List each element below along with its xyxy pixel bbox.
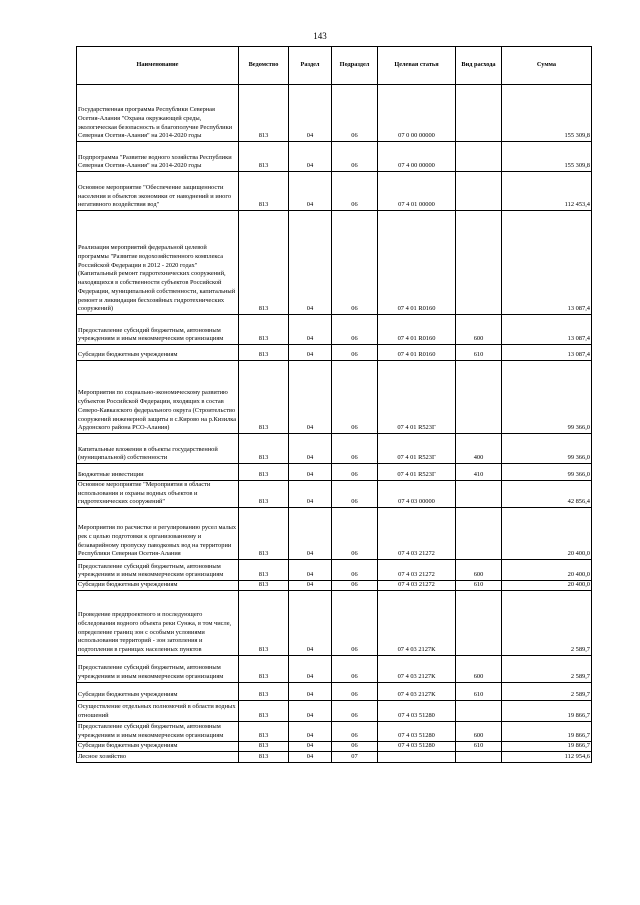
row-name: Проведение предпроектного и последующего обследования водного объекта реки Сунжа, в том числе, определение границ зон с особыми условиями использования территорий - зон затопления и подтопления в границах населенных пунктов (77, 590, 239, 655)
row-section: 04 (289, 560, 332, 581)
row-target-article: 07 4 01 R523Г (378, 361, 456, 434)
row-target-article (378, 751, 456, 762)
row-expense-type: 600 (456, 315, 502, 345)
row-sum: 19 866,7 (502, 721, 592, 741)
row-sum: 13 087,4 (502, 211, 592, 315)
table-row (77, 590, 592, 655)
row-subsection: 06 (332, 655, 378, 682)
row-department: 813 (239, 345, 289, 361)
row-sum: 2 589,7 (502, 682, 592, 700)
header-subsection: Подраздел (332, 47, 378, 85)
row-target-article: 07 4 03 51280 (378, 700, 456, 721)
row-name: Предоставление субсидий бюджетным, автономным учреждениям и иным некоммерческим организациям (77, 721, 239, 741)
table-row (77, 581, 592, 591)
row-section: 04 (289, 655, 332, 682)
row-sum: 112 453,4 (502, 172, 592, 211)
row-department: 813 (239, 361, 289, 434)
row-department: 813 (239, 464, 289, 481)
row-sum: 20 400,0 (502, 508, 592, 560)
row-sum: 155 309,8 (502, 142, 592, 172)
row-expense-type: 400 (456, 434, 502, 464)
row-subsection: 06 (332, 560, 378, 581)
row-name: Осуществление отдельных полномочий в области водных отношений (77, 700, 239, 721)
row-sum: 99 366,0 (502, 361, 592, 434)
row-name: Мероприятия по социально-экономическому развитию субъектов Российской Федерации, входящих в состав Северо-Кавказского федерального округа (Строительство сооружений инженерной защиты в с.Кирово на р.Кизилка Ардонского района РСО-Алания) (77, 361, 239, 434)
row-department: 813 (239, 85, 289, 142)
row-sum: 13 087,4 (502, 315, 592, 345)
row-target-article: 07 4 03 21272 (378, 581, 456, 591)
row-expense-type: 410 (456, 464, 502, 481)
header-sum: Сумма (502, 47, 592, 85)
header-expense-type: Вид расхода (456, 47, 502, 85)
row-subsection: 06 (332, 741, 378, 751)
row-department: 813 (239, 741, 289, 751)
row-name: Капитальные вложения в объекты государственной (муниципальной) собственности (77, 434, 239, 464)
row-expense-type: 610 (456, 682, 502, 700)
row-sum: 155 309,8 (502, 85, 592, 142)
row-department: 813 (239, 434, 289, 464)
row-department: 813 (239, 700, 289, 721)
table-row (77, 721, 592, 741)
row-sum: 20 400,0 (502, 581, 592, 591)
row-expense-type (456, 172, 502, 211)
row-target-article: 07 4 03 21272 (378, 508, 456, 560)
table-row (77, 345, 592, 361)
row-section: 04 (289, 508, 332, 560)
row-name: Основное мероприятие "Мероприятия в области использования и охраны водных объектов и гидротехнических сооружений" (77, 481, 239, 508)
header-target-article: Целевая статья (378, 47, 456, 85)
row-sum: 112 954,6 (502, 751, 592, 762)
row-name: Субсидии бюджетным учреждениям (77, 345, 239, 361)
header-section: Раздел (289, 47, 332, 85)
table-row (77, 741, 592, 751)
row-target-article: 07 4 00 00000 (378, 142, 456, 172)
row-expense-type (456, 85, 502, 142)
row-expense-type (456, 751, 502, 762)
row-name: Субсидии бюджетным учреждениям (77, 581, 239, 591)
row-department: 813 (239, 721, 289, 741)
row-target-article: 07 4 01 R0160 (378, 211, 456, 315)
row-sum: 2 589,7 (502, 590, 592, 655)
row-subsection: 06 (332, 721, 378, 741)
row-section: 04 (289, 751, 332, 762)
row-subsection: 06 (332, 345, 378, 361)
row-expense-type: 600 (456, 560, 502, 581)
row-sum: 99 366,0 (502, 434, 592, 464)
row-section: 04 (289, 741, 332, 751)
row-target-article: 07 4 03 21272 (378, 560, 456, 581)
table-row (77, 682, 592, 700)
row-department: 813 (239, 172, 289, 211)
table-row (77, 560, 592, 581)
row-subsection: 06 (332, 481, 378, 508)
row-expense-type (456, 700, 502, 721)
row-section: 04 (289, 345, 332, 361)
row-section: 04 (289, 682, 332, 700)
row-expense-type (456, 361, 502, 434)
row-subsection: 06 (332, 590, 378, 655)
header-name: Наименование (77, 47, 239, 85)
row-section: 04 (289, 315, 332, 345)
table-row (77, 481, 592, 508)
row-department: 813 (239, 142, 289, 172)
row-section: 04 (289, 464, 332, 481)
row-name: Бюджетные инвестиции (77, 464, 239, 481)
row-department: 813 (239, 751, 289, 762)
row-section: 04 (289, 85, 332, 142)
row-expense-type (456, 590, 502, 655)
row-sum: 2 589,7 (502, 655, 592, 682)
row-section: 04 (289, 481, 332, 508)
row-name: Основное мероприятие "Обеспечение защищенности населения и объектов экономики от наводнений и иного негативного воздействия вод" (77, 172, 239, 211)
row-subsection: 06 (332, 581, 378, 591)
row-target-article: 07 4 03 00000 (378, 481, 456, 508)
table-row (77, 751, 592, 762)
row-sum: 42 856,4 (502, 481, 592, 508)
row-expense-type: 610 (456, 741, 502, 751)
row-department: 813 (239, 655, 289, 682)
row-name: Подпрограмма "Развитие водного хозяйства Республики Северная Осетия-Алания" на 2014-2020 годы (77, 142, 239, 172)
row-name: Предоставление субсидий бюджетным, автономным учреждениям и иным некоммерческим организациям (77, 655, 239, 682)
table-row (77, 172, 592, 211)
row-target-article: 07 4 01 R523Г (378, 464, 456, 481)
row-name: Лесное хозяйство (77, 751, 239, 762)
table-row (77, 655, 592, 682)
row-section: 04 (289, 172, 332, 211)
row-expense-type: 610 (456, 345, 502, 361)
row-section: 04 (289, 211, 332, 315)
table-row (77, 700, 592, 721)
row-section: 04 (289, 721, 332, 741)
table-row (77, 361, 592, 434)
row-expense-type: 600 (456, 721, 502, 741)
table-header-row (77, 47, 592, 85)
row-subsection: 06 (332, 142, 378, 172)
row-name: Субсидии бюджетным учреждениям (77, 741, 239, 751)
row-sum: 99 366,0 (502, 464, 592, 481)
row-sum: 13 087,4 (502, 345, 592, 361)
row-sum: 19 866,7 (502, 741, 592, 751)
row-section: 04 (289, 142, 332, 172)
row-name: Государственная программа Республики Северная Осетия-Алания "Охрана окружающей среды, экологическая безопасность и благополучие Республики Северная Осетия-Алания" на 2014-2020 годы (77, 85, 239, 142)
row-department: 813 (239, 581, 289, 591)
row-section: 04 (289, 590, 332, 655)
row-target-article: 07 4 01 00000 (378, 172, 456, 211)
row-target-article: 07 4 03 51280 (378, 741, 456, 751)
row-target-article: 07 4 03 51280 (378, 721, 456, 741)
row-subsection: 06 (332, 315, 378, 345)
row-subsection: 06 (332, 508, 378, 560)
row-subsection: 06 (332, 464, 378, 481)
row-subsection: 06 (332, 434, 378, 464)
row-subsection: 06 (332, 682, 378, 700)
row-name: Предоставление субсидий бюджетным, автономным учреждениям и иным некоммерческим организациям (77, 315, 239, 345)
row-expense-type: 600 (456, 655, 502, 682)
row-subsection: 06 (332, 700, 378, 721)
row-name: Мероприятия по расчистке и регулированию русел малых рек с целью подготовки к организованному и безаварийному пропуску паводковых вод на территории Республики Северная Осетия-Алания (77, 508, 239, 560)
row-section: 04 (289, 361, 332, 434)
row-target-article: 07 4 03 2127К (378, 655, 456, 682)
row-name: Предоставление субсидий бюджетным, автономным учреждениям и иным некоммерческим организациям (77, 560, 239, 581)
row-sum: 19 866,7 (502, 700, 592, 721)
table-row (77, 142, 592, 172)
row-target-article: 07 4 01 R0160 (378, 345, 456, 361)
row-expense-type (456, 481, 502, 508)
row-target-article: 07 4 01 R523Г (378, 434, 456, 464)
budget-table (76, 46, 592, 763)
row-expense-type (456, 508, 502, 560)
table-row (77, 464, 592, 481)
row-section: 04 (289, 581, 332, 591)
row-department: 813 (239, 682, 289, 700)
row-name: Субсидии бюджетным учреждениям (77, 682, 239, 700)
row-subsection: 06 (332, 85, 378, 142)
row-department: 813 (239, 590, 289, 655)
row-section: 04 (289, 434, 332, 464)
header-department: Ведомство (239, 47, 289, 85)
row-sum: 20 400,0 (502, 560, 592, 581)
row-expense-type: 610 (456, 581, 502, 591)
row-expense-type (456, 142, 502, 172)
row-target-article: 07 4 03 2127К (378, 590, 456, 655)
row-department: 813 (239, 211, 289, 315)
row-department: 813 (239, 508, 289, 560)
row-expense-type (456, 211, 502, 315)
table-row (77, 211, 592, 315)
page-number: 143 (313, 31, 327, 41)
table-row (77, 85, 592, 142)
row-subsection: 07 (332, 751, 378, 762)
row-subsection: 06 (332, 211, 378, 315)
row-section: 04 (289, 700, 332, 721)
row-target-article: 07 4 03 2127К (378, 682, 456, 700)
row-target-article: 07 4 01 R0160 (378, 315, 456, 345)
row-department: 813 (239, 560, 289, 581)
table-row (77, 508, 592, 560)
row-subsection: 06 (332, 172, 378, 211)
row-target-article: 07 0 00 00000 (378, 85, 456, 142)
table-row (77, 315, 592, 345)
row-name: Реализация мероприятий федеральной целевой программы "Развитие водохозяйственного комплекса Российской Федерации в 2012 - 2020 годах" (Капитальный ремонт гидротехнических сооружений, находящихся в собственности субъектов Российской Федерации, муниципальной собственности, капитальный ремонт и ликвидация бесхозяйных гидротехнических сооружений) (77, 211, 239, 315)
table-row (77, 434, 592, 464)
row-department: 813 (239, 481, 289, 508)
row-subsection: 06 (332, 361, 378, 434)
row-department: 813 (239, 315, 289, 345)
